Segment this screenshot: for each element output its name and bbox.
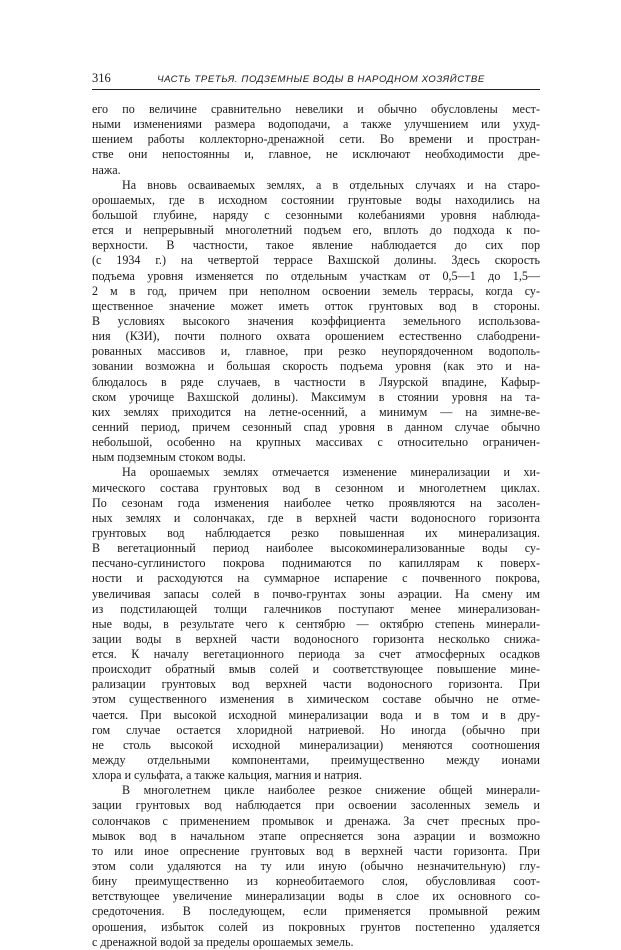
text-line: нажа. bbox=[92, 162, 121, 177]
body-text bbox=[92, 102, 540, 950]
text-line: мического состава грунтовых вод в сезонном и многолетнем циклах. bbox=[92, 480, 540, 495]
running-title: ЧАСТЬ ТРЕТЬЯ. ПОДЗЕМНЫЕ ВОДЫ В НАРОДНОМ ХОЗЯЙСТВЕ bbox=[157, 74, 485, 85]
text-line: орошения, избыток солей из покровных грунтов постепенно удаляется bbox=[92, 919, 540, 934]
text-line: ветствующее увеличение минерализации воды в слое их основного со- bbox=[92, 889, 540, 904]
text-line: бину преимущественно из корнеобитаемого слоя, обусловливая соот- bbox=[92, 874, 540, 889]
text-line: ния (КЗИ), почти полного охвата орошением естественно слабодрени- bbox=[92, 329, 540, 344]
text-line: стве они непостоянны и, главное, не исключают необходимости дре- bbox=[92, 147, 540, 162]
text-line: мывок вод в начальном этапе опресняется зона аэрации и возможно bbox=[92, 828, 540, 843]
text-line: ких землях приходится на летне-осенний, а минимум — на зимне-ве- bbox=[92, 404, 540, 419]
text-line: ности и расходуются на суммарное испарение с почвенного покрова, bbox=[92, 571, 540, 586]
text-line: чается. При высокой исходной минерализации вода и в том и в дру- bbox=[92, 707, 540, 722]
text-line: щественное значение может иметь отток грунтовых вод в стороны. bbox=[92, 298, 540, 313]
text-line: не столь высокой исходной минерализации) меняются соотношения bbox=[92, 737, 540, 752]
text-line: орошаемых, где в исходном состоянии грунтовые воды находились на bbox=[92, 192, 540, 207]
text-line: ется. К началу вегетационного периода за счет атмосферных осадков bbox=[92, 647, 540, 662]
text-line: этом существенного изменения в химическом составе обычно не отме- bbox=[92, 692, 540, 707]
text-line: происходит обратный вмыв солей и соответствующее повышение мине- bbox=[92, 662, 540, 677]
text-line: средоточения. В последующем, если применяется промывной режим bbox=[92, 904, 540, 919]
text-line: ных землях и солончаках, где в верхней части водоносного горизонта bbox=[92, 510, 540, 525]
text-line: На вновь осваиваемых землях, а в отдельных случаях и на старо- bbox=[122, 177, 540, 192]
text-line: небольшой, особенно на крупных массивах с относительно ограничен- bbox=[92, 435, 540, 450]
text-line: ным подземным стоком воды. bbox=[92, 450, 246, 465]
text-line: зации грунтовых вод наблюдается при освоении засоленных земель и bbox=[92, 798, 540, 813]
text-line: его по величине сравнительно невелики и обычно обусловлены мест- bbox=[92, 102, 540, 116]
text-line: На орошаемых землях отмечается изменение минерализации и хи- bbox=[122, 465, 540, 480]
text-line: шением работы коллекторно-дренажной сети. Во времени и простран- bbox=[92, 132, 540, 147]
text-line: гом случае остается хлоридной натриевой. Но иногда (обычно при bbox=[92, 722, 540, 737]
text-line: подъема уровня изменяется по отдельным участкам от 0,5—1 до 1,5— bbox=[92, 268, 540, 283]
text-line: между отдельными компонентами, преимущественно между ионами bbox=[92, 753, 540, 768]
text-line: этом соли удаляются на ту или иную (обычно незначительную) глу- bbox=[92, 859, 540, 874]
text-line: зации воды в верхней части водоносного горизонта несколько снижа- bbox=[92, 631, 540, 646]
text-line: сенний период, причем сезонный спад уровня в данном случае обычно bbox=[92, 419, 540, 434]
paragraph bbox=[92, 102, 540, 178]
text-line: большой глубине, наряду с сезонными колебаниями уровня наблюда- bbox=[92, 207, 540, 222]
text-line: увеличивая запасы солей в почво-грунтах зоны аэрации. На смену им bbox=[92, 586, 540, 601]
text-line: блюдалось в ряде случаев, в частности в Ляурской впадине, Кафыр- bbox=[92, 374, 540, 389]
paragraph bbox=[92, 783, 540, 950]
text-line: рализации грунтовых вод верхней части водоносного горизонта. При bbox=[92, 677, 540, 692]
text-line: рованных массивов и, главное, при резко неупорядоченном водополь- bbox=[92, 344, 540, 359]
text-line: В условиях высокого значения коэффициента земельного использова- bbox=[92, 313, 540, 328]
page-number: 316 bbox=[92, 71, 111, 85]
text-line: песчано-суглинистого покрова поднимаются по капиллярам к поверх- bbox=[92, 556, 540, 571]
text-line: ными изменениями размера водоподачи, а также улучшением или ухуд- bbox=[92, 117, 540, 132]
text-line: из подстилающей толщи галечников поступают менее минерализован- bbox=[92, 601, 540, 616]
running-head bbox=[92, 71, 540, 90]
text-line: (с 1934 г.) на четвертой террасе Вахшской долины. Здесь скорость bbox=[92, 253, 540, 268]
paragraph bbox=[92, 178, 540, 466]
text-line: с дренажной водой за пределы орошаемых земель. bbox=[92, 934, 354, 949]
text-line: 2 м в год, причем при неполном освоении земель террасы, когда су- bbox=[92, 283, 540, 298]
text-line: солончаков с применением промывок и дренажа. За счет пресных про- bbox=[92, 813, 540, 828]
text-line: ется и непрерывный многолетний подъем его, вплоть до подхода к по- bbox=[92, 223, 540, 238]
text-line: хлора и сульфата, а также кальция, магния и натрия. bbox=[92, 768, 362, 783]
text-line: зовании возможна и большая скорость подъема уровня (как это и на- bbox=[92, 359, 540, 374]
text-line: По сезонам года изменения наиболее четко проявляются на засолен- bbox=[92, 495, 540, 510]
text-line: В вегетационный период наиболее высокоминерализованные воды су- bbox=[92, 541, 540, 556]
text-line: ные воды, в результате чего к сентябрю — октябрю степень минерали- bbox=[92, 616, 540, 631]
text-line: ском урочище Вахшской долины). Максимум в стоянии уровня на та- bbox=[92, 389, 540, 404]
text-line: грунтовых вод наблюдается резко повышенная их минерализация. bbox=[92, 525, 540, 540]
text-line: то или иное опреснение грунтовых вод в верхней части горизонта. При bbox=[92, 843, 540, 858]
text-line: верхности. В частности, такое явление наблюдается до сих пор bbox=[92, 238, 540, 253]
paragraph bbox=[92, 465, 540, 783]
text-line: В многолетнем цикле наиболее резкое снижение общей минерали- bbox=[122, 783, 540, 798]
